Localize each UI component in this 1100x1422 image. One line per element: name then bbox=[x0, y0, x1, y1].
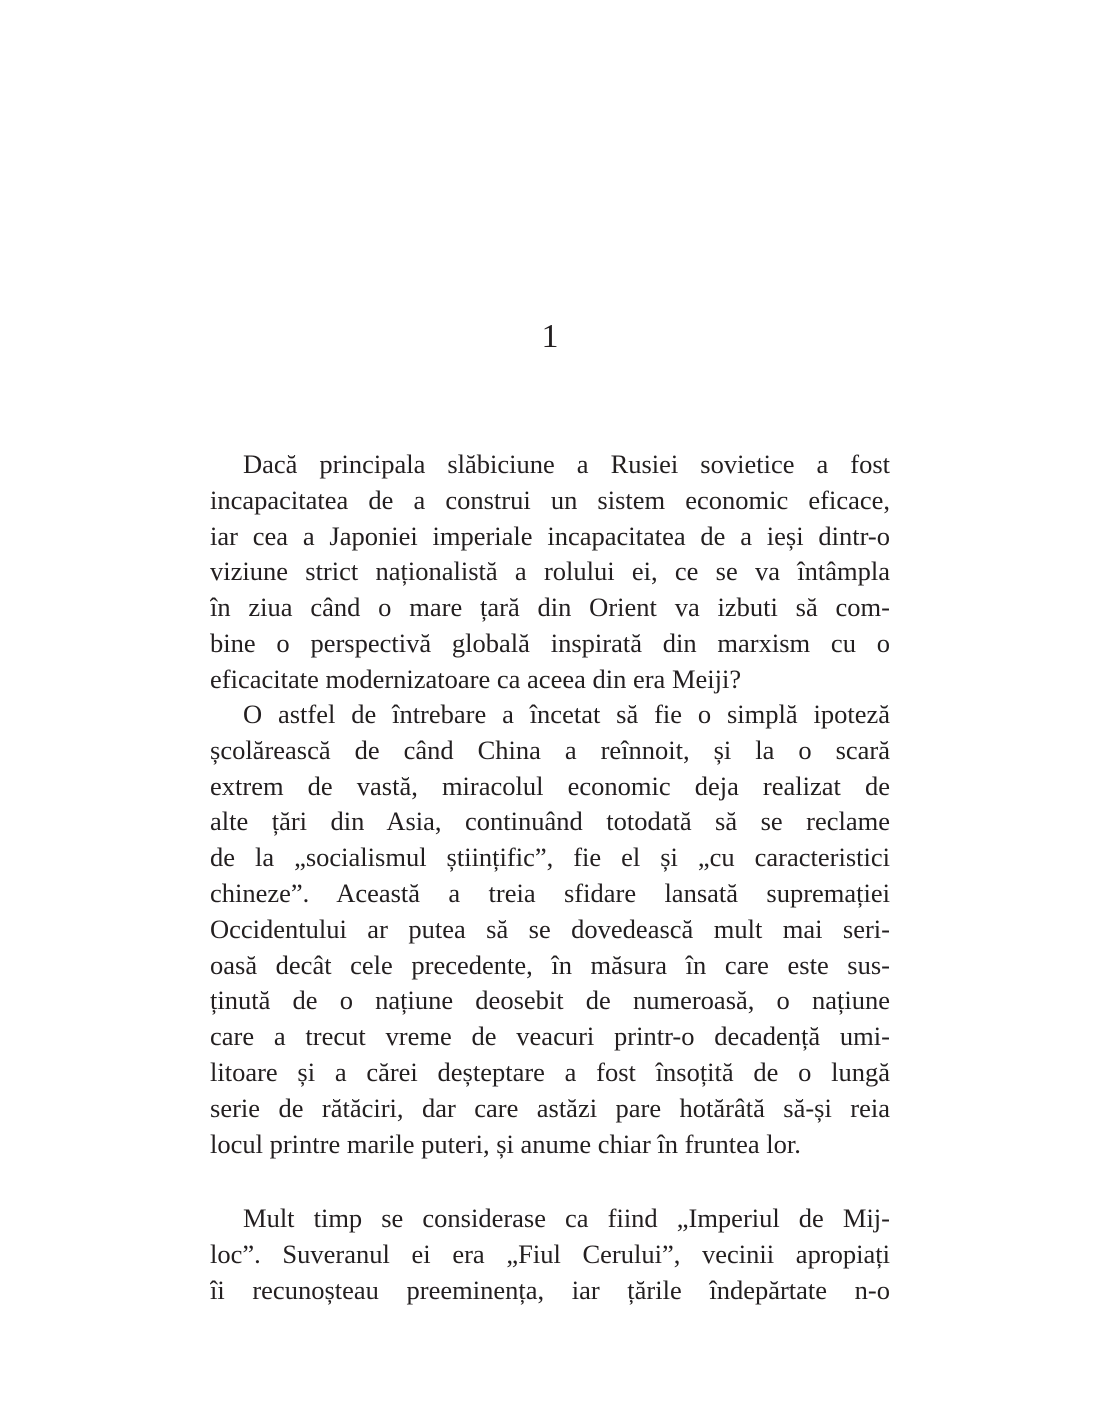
text-line: școlărească de când China a reînnoit, și la o scară bbox=[210, 734, 890, 765]
text-line: Occidentului ar putea să se dovedească mult mai seri- bbox=[210, 913, 890, 944]
text-line: incapacitatea de a construi un sistem economic eficace, bbox=[210, 484, 890, 515]
text-line: viziune strict naționalistă a rolului ei, ce se va întâmpla bbox=[210, 556, 890, 587]
text-line: oasă decât cele precedente, în măsura în care este sus- bbox=[210, 949, 890, 980]
text-line: care a trecut vreme de veacuri printr-o decadență umi- bbox=[210, 1021, 890, 1052]
text-line: alte țări din Asia, continuând totodată să se reclame bbox=[210, 806, 890, 837]
paragraph-2 bbox=[210, 697, 890, 1162]
text-line: iar cea a Japoniei imperiale incapacitatea de a ieși dintr-o bbox=[210, 520, 890, 551]
text-line: bine o perspectivă globală inspirată din marxism cu o bbox=[210, 627, 890, 658]
text-line: Dacă principala slăbiciune a Rusiei sovietice a fost bbox=[243, 449, 890, 479]
chapter-number: 1 bbox=[541, 318, 559, 355]
text-line: extrem de vastă, miracolul economic deja realizat de bbox=[210, 770, 890, 801]
text-line: litoare și a cărei deșteptare a fost însoțită de o lungă bbox=[210, 1056, 890, 1087]
text-line: eficacitate modernizatoare ca aceea din era Meiji? bbox=[210, 663, 742, 694]
text-line: Mult timp se considerase ca fiind „Imperiul de Mij- bbox=[243, 1203, 890, 1233]
text-line: în ziua când o mare țară din Orient va izbuti să com- bbox=[210, 592, 890, 623]
text-line: de la „socialismul științific”, fie el și „cu caracteristici bbox=[210, 842, 890, 873]
text-line: serie de rătăciri, dar care astăzi pare hotărâtă să-și reia bbox=[210, 1092, 890, 1123]
paragraph-1 bbox=[210, 447, 890, 698]
text-line: locul printre marile puteri, și anume chiar în fruntea lor. bbox=[210, 1128, 801, 1159]
paragraph-3 bbox=[210, 1201, 890, 1308]
text-line: loc”. Suveranul ei era „Fiul Cerului”, vecinii apropiați bbox=[210, 1238, 890, 1269]
text-line: ținută de o națiune deosebit de numeroasă, o națiune bbox=[210, 985, 890, 1016]
text-line: chineze”. Această a treia sfidare lansată supremației bbox=[210, 877, 890, 908]
text-line: O astfel de întrebare a încetat să fie o simplă ipoteză bbox=[243, 699, 890, 729]
text-line: îi recunoșteau preeminența, iar țările îndepărtate n-o bbox=[210, 1274, 890, 1305]
